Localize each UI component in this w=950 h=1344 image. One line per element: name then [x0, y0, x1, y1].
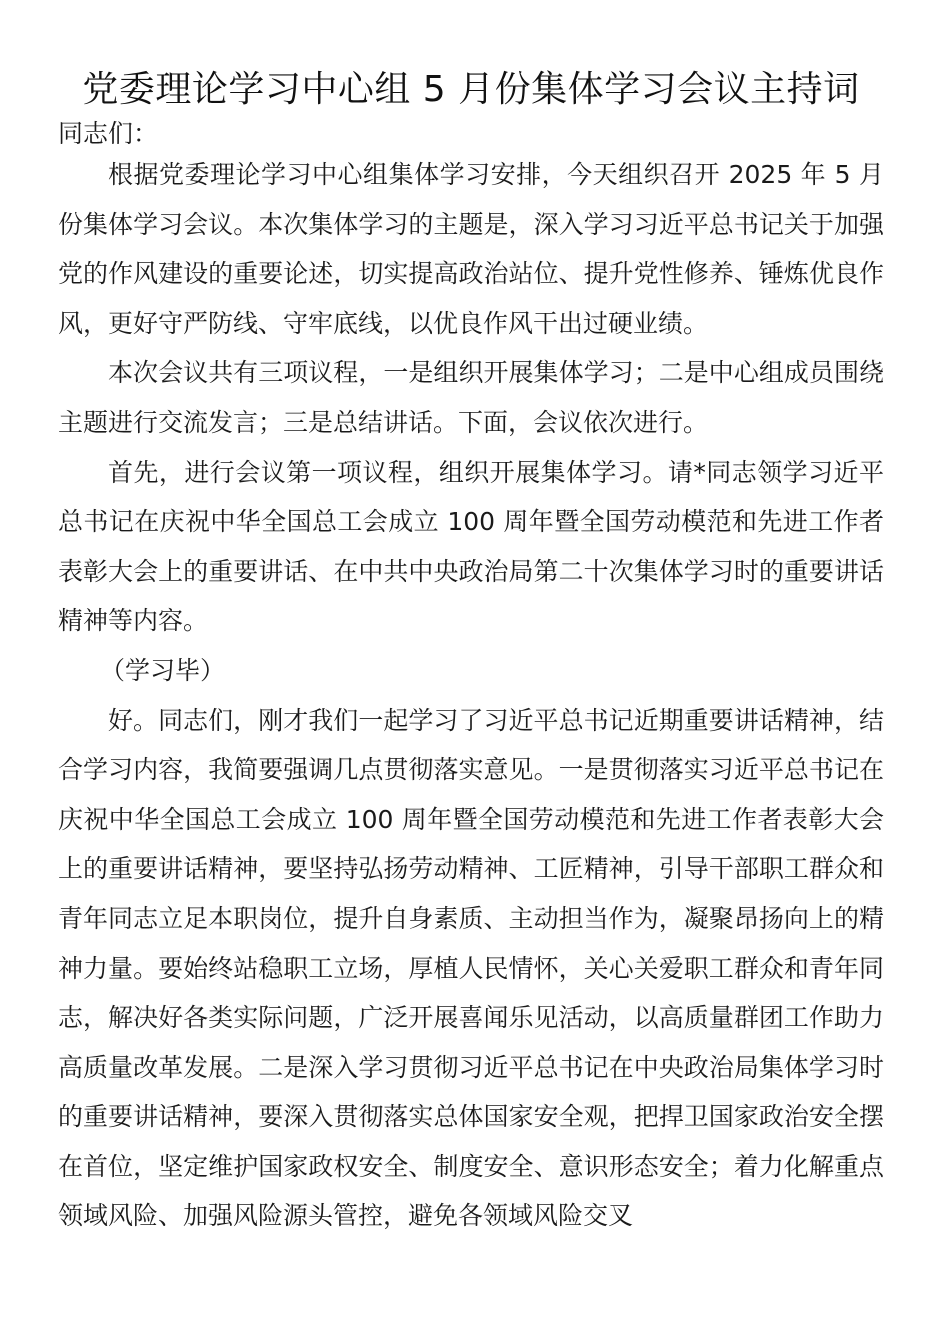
paragraph-study-finished: （学习毕）: [100, 655, 226, 685]
paragraph-first-item: 首先，进行会议第一项议程，组织开展集体学习。请*同志领学习近平总书记在庆祝中华全国总工会成立 100 周年暨全国劳动模范和先进工作者表彰大会上的重要讲话、在中共中央政治局第二十次集体学习时的重要讲话精神等内容。: [58, 457, 884, 636]
salutation: 同志们：: [58, 119, 159, 148]
paragraph-agenda: 本次会议共有三项议程，一是组织开展集体学习；二是中心组成员围绕主题进行交流发言；三是总结讲话。下面，会议依次进行。: [58, 358, 884, 437]
document-title: 党委理论学习中心组 5 月份集体学习会议主持词: [82, 69, 860, 110]
paragraph-remarks: 好。同志们，刚才我们一起学习了习近平总书记近期重要讲话精神，结合学习内容，我简要强调几点贯彻落实意见。一是贯彻落实习近平总书记在庆祝中华全国总工会成立 100 周年暨全国劳动模范和先进工作者表彰大会上的重要讲话精神，要坚持弘扬劳动精神、工匠精神，引导干部职工群众和青年同志立足本职岗位，提升自身素质、主动担当作为，凝聚昂扬向上的精神力量。要始终站稳职工立场，厚植人民情怀，关心关爱职工群众和青年同志，解决好各类实际问题，广泛开展喜闻乐见活动，以高质量群团工作助力高质量改革发展。二是深入学习贯彻习近平总书记在中央政治局集体学习时的重要讲话精神，要深入贯彻落实总体国家安全观，把捍卫国家政治安全摆在首位，坚定维护国家政权安全、制度安全、意识形态安全；着力化解重点领域风险、加强风险源头管控，避免各领域风险交叉: [58, 705, 884, 1231]
paragraph-theme: 根据党委理论学习中心组集体学习安排，今天组织召开 2025 年 5 月份集体学习会议。本次集体学习的主题是，深入学习习近平总书记关于加强党的作风建设的重要论述，切实提高政治站位、提升党性修养、锤炼优良作风，更好守严防线、守牢底线，以优良作风干出过硬业绩。: [58, 160, 884, 338]
